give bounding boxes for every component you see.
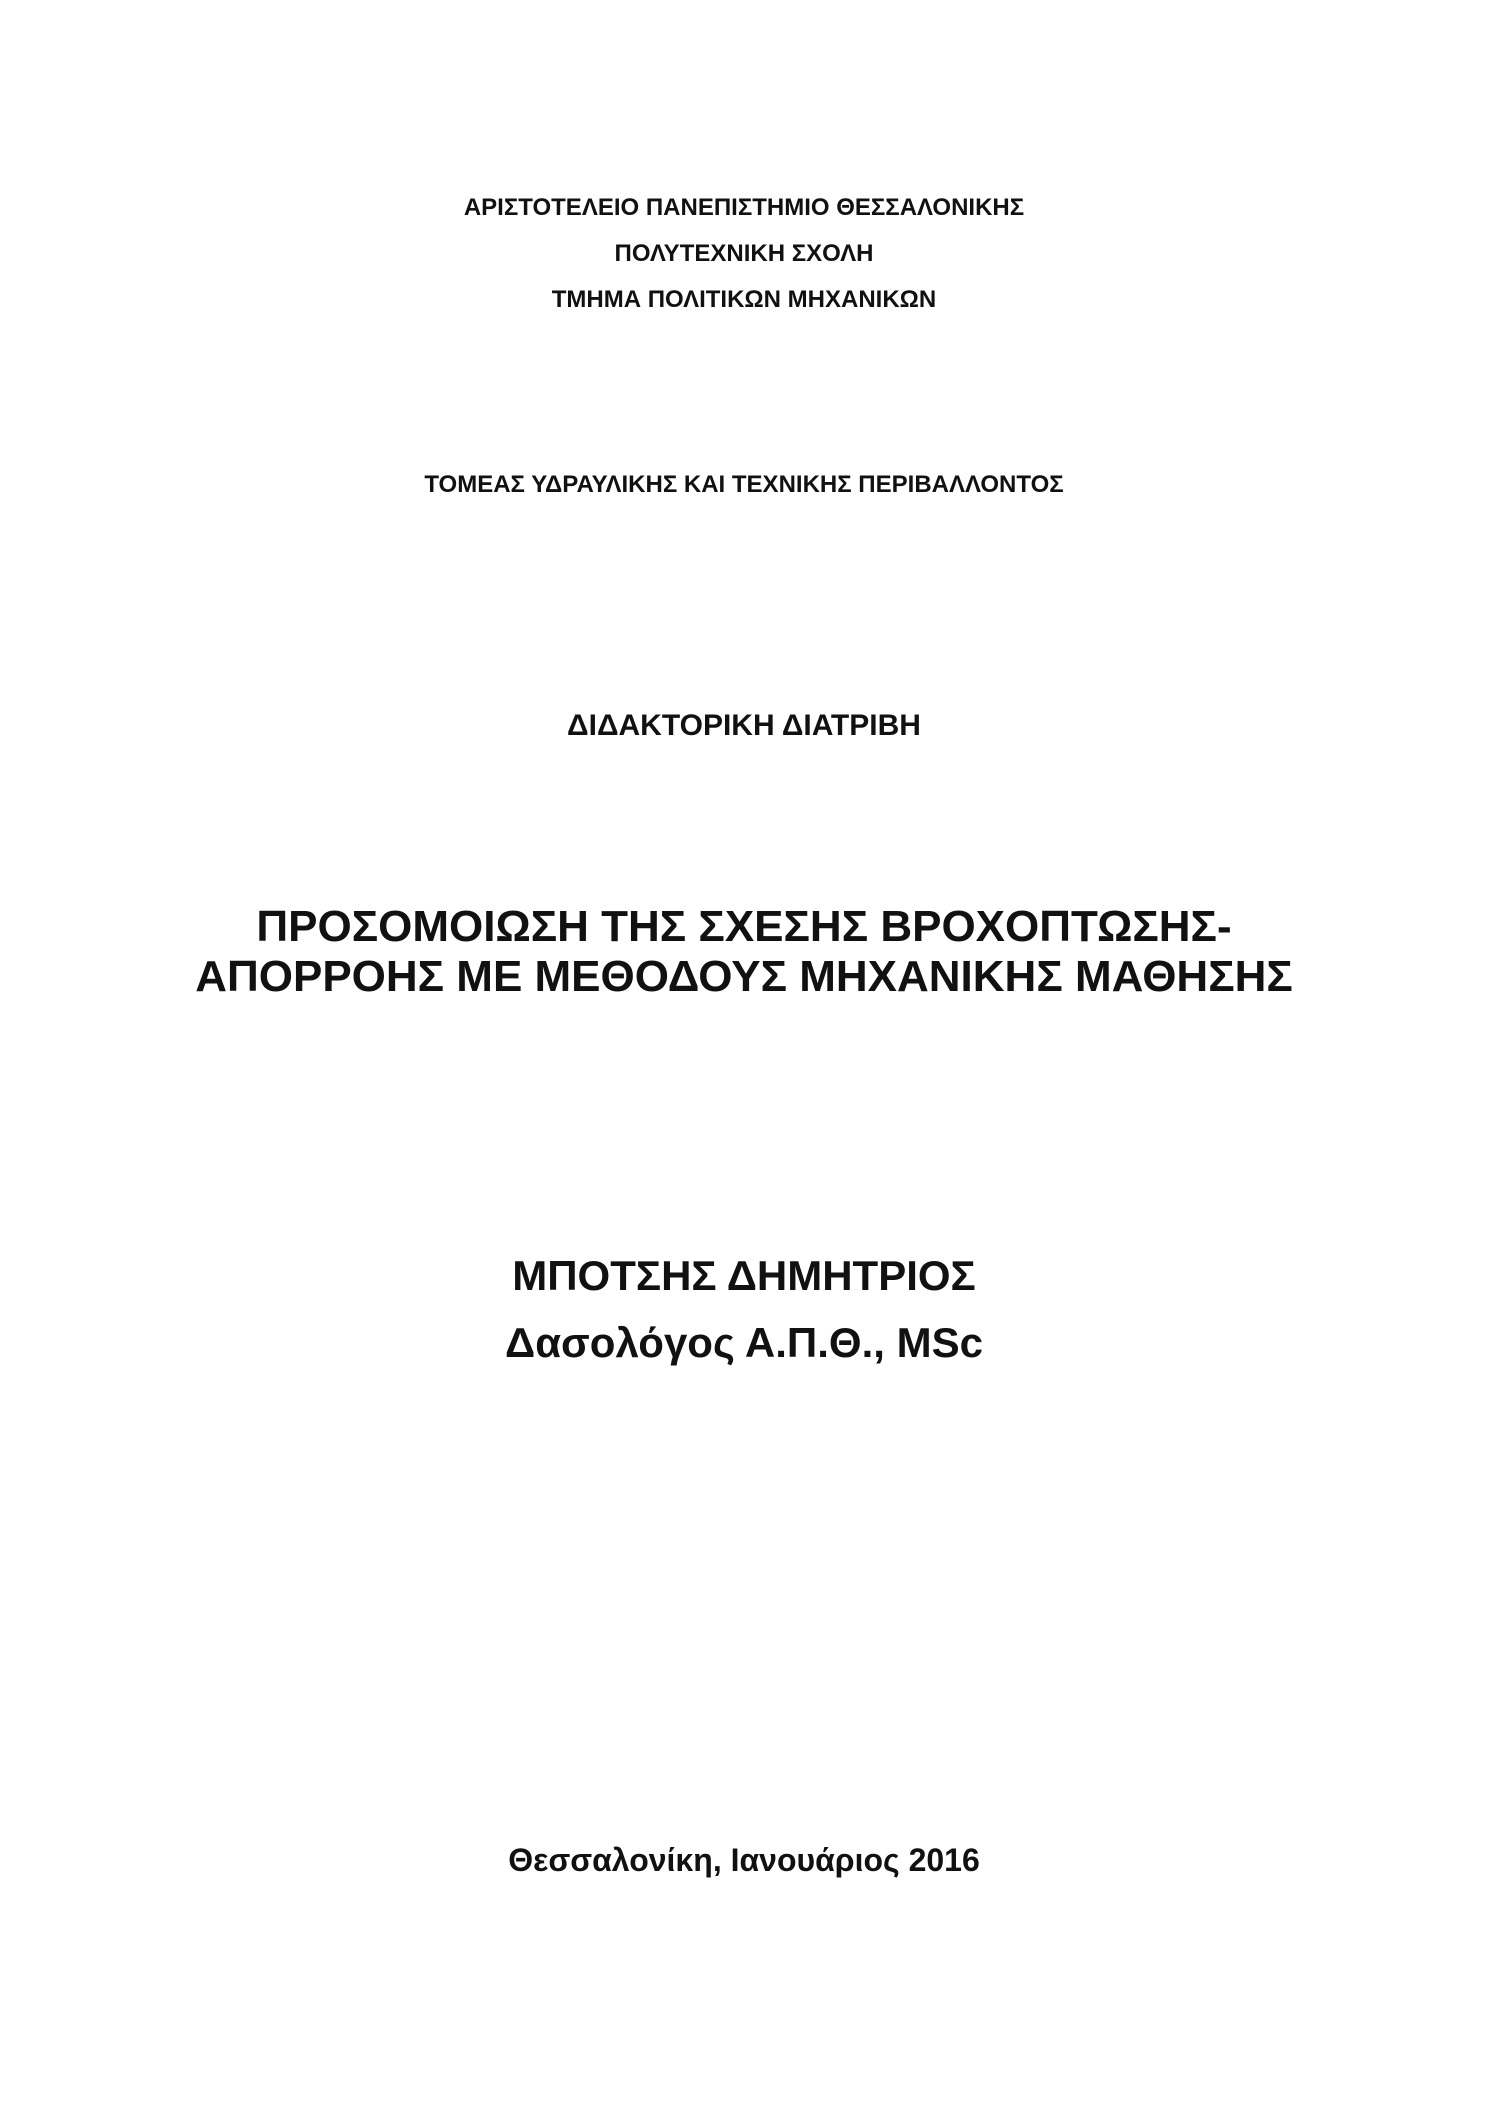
sector-name: ΤΟΜΕΑΣ ΥΔΡΑΥΛΙΚΗΣ ΚΑΙ ΤΕΧΝΙΚΗΣ ΠΕΡΙΒΑΛΛΟΝΤΟΣ bbox=[424, 471, 1064, 498]
thesis-title-line-2: ΑΠΟΡΡΟΗΣ ΜΕ ΜΕΘΟΔΟΥΣ ΜΗΧΑΝΙΚΗΣ ΜΑΘΗΣΗΣ bbox=[195, 952, 1293, 1001]
university-name: ΑΡΙΣΤΟΤΕΛΕΙΟ ΠΑΝΕΠΙΣΤΗΜΙΟ ΘΕΣΣΑΛΟΝΙΚΗΣ bbox=[463, 194, 1025, 221]
place-and-date: Θεσσαλονίκη, Ιανουάριος 2016 bbox=[508, 1842, 980, 1878]
department-name: ΤΜΗΜΑ ΠΟΛΙΤΙΚΩΝ ΜΗΧΑΝΙΚΩΝ bbox=[551, 286, 937, 313]
author-credentials: Δασολόγος Α.Π.Θ., MSc bbox=[505, 1319, 983, 1366]
author-name: ΜΠΟΤΣΗΣ ΔΗΜΗΤΡΙΟΣ bbox=[512, 1252, 976, 1299]
thesis-title-line-1: ΠΡΟΣΟΜΟΙΩΣΗ ΤΗΣ ΣΧΕΣΗΣ ΒΡΟΧΟΠΤΩΣΗΣ- bbox=[256, 902, 1232, 951]
document-type: ΔΙΔΑΚΤΟΡΙΚΗ ΔΙΑΤΡΙΒΗ bbox=[567, 709, 921, 742]
school-name: ΠΟΛΥΤΕΧΝΙΚΗ ΣΧΟΛΗ bbox=[614, 240, 874, 267]
